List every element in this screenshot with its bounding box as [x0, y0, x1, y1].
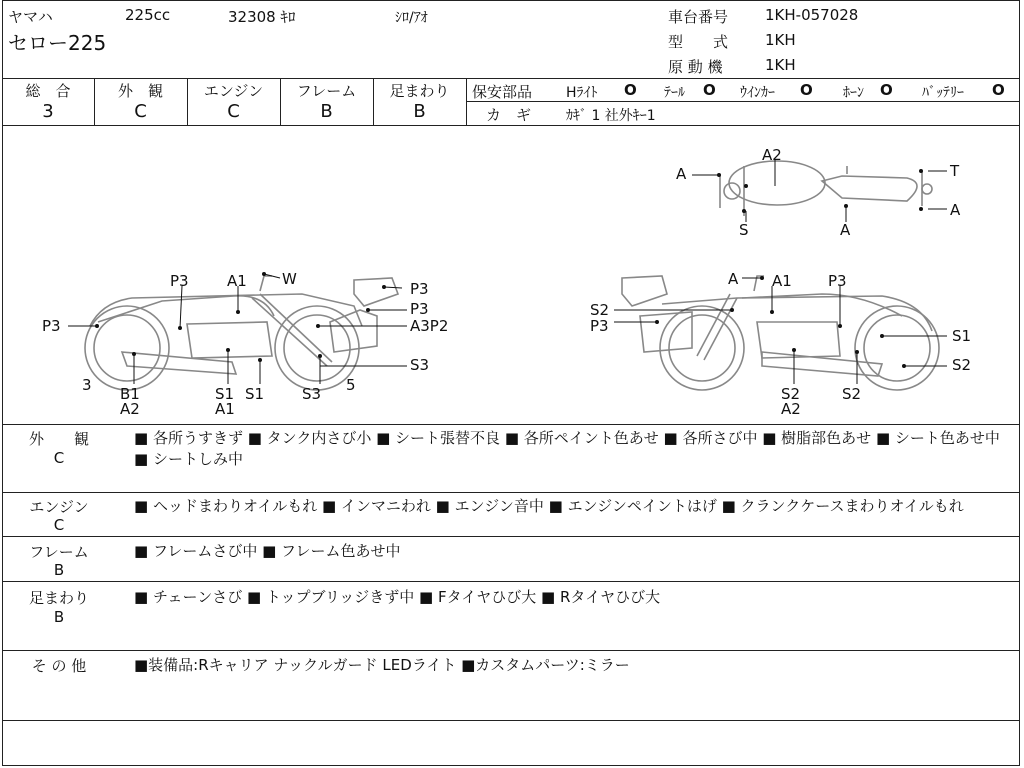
type-label: 型 式 — [668, 33, 729, 51]
diagram-label-left: S3 — [302, 385, 322, 403]
divider — [2, 424, 1020, 425]
divider — [2, 720, 1020, 721]
diagram-label-left: 3 — [82, 376, 92, 394]
diagram-label-left: A1 — [215, 400, 235, 418]
mileage: 32308 ｷﾛ — [228, 8, 296, 26]
taillight-label: ﾃｰﾙ — [664, 85, 685, 101]
section-text-other: ■装備品:Rキャリア ナックルガード LEDライト ■カスタムパーツ:ミラー — [134, 656, 630, 674]
diagram-label-top-a2: A2 — [762, 146, 782, 164]
diagram-label-right: S2 — [781, 385, 801, 403]
section-label-frame: フレーム — [29, 543, 89, 561]
diagram-label-right: A1 — [772, 272, 792, 290]
diagram-label-right: P3 — [828, 272, 847, 290]
top-view-bike — [720, 161, 932, 216]
battery-ok: O — [992, 81, 1005, 99]
diagram-label-right: P3 — [590, 317, 609, 335]
divider — [2, 536, 1020, 537]
diagram-label-left: S1 — [245, 385, 265, 403]
frame-grade: B — [320, 101, 333, 122]
diagram-label-right: S1 — [952, 327, 972, 345]
diagram-label-right: S2 — [952, 356, 972, 374]
section-grade-engine: C — [53, 516, 65, 534]
diagram-label-right: S2 — [842, 385, 862, 403]
type-value: 1KH — [765, 31, 796, 49]
diagram-label-top-a-mid: A — [840, 221, 851, 239]
engine-grade-label: エンジン — [203, 82, 264, 100]
diagram-label-left: S3 — [410, 356, 430, 374]
right-side-bike — [622, 276, 939, 390]
engine-value: 1KH — [765, 56, 796, 74]
frame-no: 1KH-057028 — [765, 6, 859, 24]
section-grade-frame: B — [53, 561, 65, 579]
diagram-label-right: A — [728, 270, 739, 288]
maker: ヤマハ — [8, 8, 53, 26]
section-grade-suspension: B — [53, 608, 65, 626]
diagram-label-right: S2 — [590, 301, 610, 319]
diagram-label-left: 5 — [346, 376, 356, 394]
section-label-other: そ の 他 — [31, 657, 87, 675]
model-name: セロー225 — [8, 31, 107, 55]
divider — [2, 581, 1020, 582]
diagram-label-top-s: S — [739, 221, 749, 239]
section-label-suspension: 足まわり — [28, 589, 89, 607]
horn-label: ﾎｰﾝ — [843, 85, 864, 101]
overall-grade: 3 — [42, 101, 54, 122]
horn-ok: O — [880, 81, 893, 99]
divider — [2, 650, 1020, 651]
suspension-grade-label: 足まわり — [389, 82, 450, 100]
diagram-label-left: P3 — [410, 280, 429, 298]
engine-label: 原 動 機 — [668, 58, 723, 76]
section-text-suspension: ■ チェーンさび ■ トップブリッジきず中 ■ Fタイヤひび大 ■ Rタイヤひび大 — [134, 588, 661, 606]
winker-ok: O — [800, 81, 813, 99]
diagram-label-left: W — [282, 270, 297, 288]
taillight-ok: O — [703, 81, 716, 99]
damage-diagram — [2, 126, 1020, 424]
suspension-grade: B — [413, 101, 426, 122]
frame-no-label: 車台番号 — [668, 8, 729, 26]
divider — [2, 78, 1020, 79]
diagram-label-left: A3P2 — [410, 317, 449, 335]
section-label-engine: エンジン — [29, 498, 89, 516]
divider — [2, 492, 1020, 493]
divider — [466, 78, 467, 125]
diagram-label-left: P3 — [42, 317, 61, 335]
safety-label: 保安部品 — [472, 83, 533, 101]
displacement: 225cc — [125, 6, 171, 24]
diagram-label-left: A2 — [120, 400, 140, 418]
key-value: ｶｷﾞ 1 社外ｷｰ1 — [566, 108, 656, 124]
overall-label: 総 合 — [25, 82, 71, 100]
diagram-label-left: B1 — [120, 385, 140, 403]
diagram-label-left: P3 — [410, 300, 429, 318]
color: ｼﾛ/ｱｵ — [395, 10, 428, 26]
exterior-grade: C — [134, 101, 147, 122]
diagram-label-right: A2 — [781, 400, 801, 418]
diagram-label-top-t: T — [950, 162, 960, 180]
section-text-engine: ■ ヘッドまわりオイルもれ ■ インマニわれ ■ エンジン音中 ■ エンジンペイントはげ ■ クランクケースまわりオイルもれ — [134, 497, 964, 515]
diagram-label-top-a-right: A — [950, 201, 961, 219]
key-label: カ ギ — [486, 106, 532, 124]
diagram-label-left: A1 — [227, 272, 247, 290]
diagram-label-top-a-left: A — [676, 165, 687, 183]
headlight-label: Hﾗｲﾄ — [566, 85, 598, 101]
section-text-frame: ■ フレームさび中 ■ フレーム色あせ中 — [134, 542, 401, 560]
section-label-exterior: 外 観 — [28, 430, 89, 448]
diagram-label-left: S1 — [215, 385, 235, 403]
headlight-ok: O — [624, 81, 637, 99]
exterior-label: 外 観 — [117, 82, 163, 100]
left-side-bike — [85, 276, 398, 390]
frame-grade-label: フレーム — [296, 82, 357, 100]
diagram-label-left: P3 — [170, 272, 189, 290]
engine-grade: C — [227, 101, 240, 122]
battery-label: ﾊﾞｯﾃﾘｰ — [922, 85, 964, 101]
section-grade-exterior: C — [53, 449, 65, 467]
winker-label: ｳｲﾝｶｰ — [740, 85, 775, 101]
section-text-exterior: ■ 各所うすきず ■ タンク内さび小 ■ シート張替不良 ■ 各所ペイント色あせ ■ 各所さび中 ■ 樹脂部色あせ ■ シート色あせ中 ■ シートしみ中 — [134, 429, 1000, 468]
